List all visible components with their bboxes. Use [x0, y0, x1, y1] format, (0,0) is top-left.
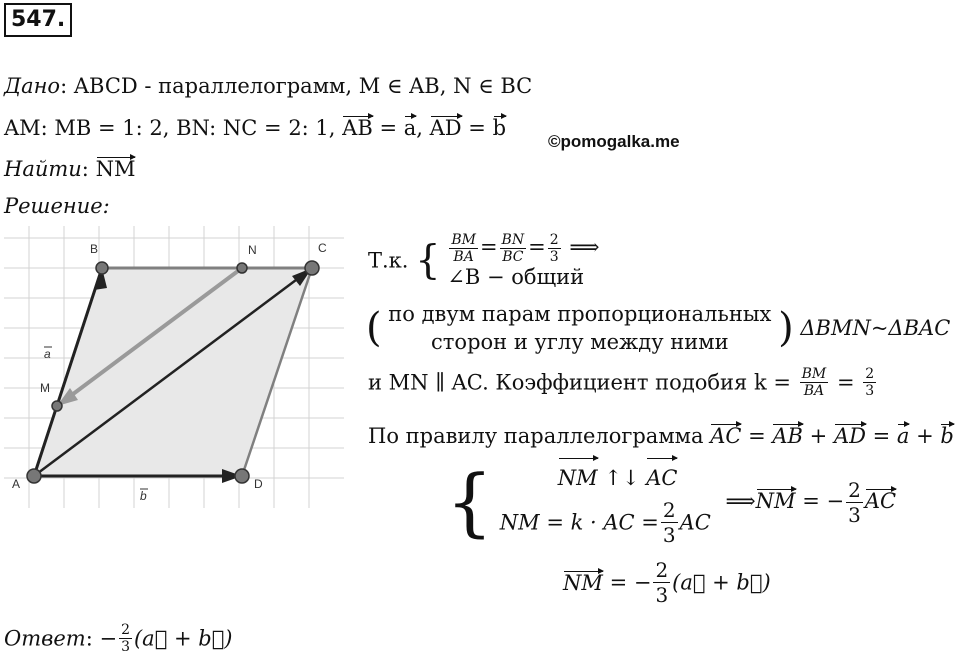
problem-number: 547.: [4, 3, 72, 37]
result-brace: {: [446, 459, 494, 546]
vector-b: b: [492, 116, 507, 140]
label-m: M: [40, 381, 50, 395]
vector-ac: AC: [710, 424, 742, 448]
final-result: NM = − $\frac{2}{3}$ (a⃗ + b⃗): [563, 558, 771, 607]
given-text: : ABCD - параллелограмм, M ∈ AB, N ∈ BC: [60, 74, 533, 98]
fraction-k: $\frac{BM}{BA}$: [801, 366, 827, 399]
point-d: [235, 469, 249, 483]
answer-line: Ответ: − $\frac{2}{3}$ (a⃗ + b⃗): [4, 622, 233, 655]
vector-nm: NM: [95, 157, 136, 181]
label-c: C: [318, 241, 327, 255]
comma: ,: [416, 116, 430, 140]
vector-ad: AD: [429, 116, 462, 140]
final-sum: (a⃗ + b⃗): [672, 570, 771, 595]
final-fraction: $\frac{2}{3}$: [655, 558, 669, 607]
watermark: ©pomogalka.me: [548, 132, 680, 151]
label-vector-a: a: [44, 347, 51, 361]
label-d: D: [254, 477, 263, 491]
system-brace: {: [415, 237, 441, 284]
given-line-1: [4, 74, 532, 98]
length-row: NM = k · AC = $\frac{2}{3}$ AC: [499, 498, 711, 547]
find-line: [4, 157, 135, 181]
point-n: [237, 263, 247, 273]
given-label: Дано: [4, 74, 61, 98]
fraction-bn-bc: $\frac{BN}{BC}$: [501, 232, 525, 265]
angle-row: ∠B − общий: [447, 265, 585, 289]
answer-sum: (a⃗ + b⃗): [133, 626, 233, 651]
label-a: A: [12, 477, 21, 491]
parallel-line: [368, 366, 878, 399]
parallelogram-figure: [4, 226, 344, 508]
vector-a: a: [403, 116, 417, 140]
k-eq: =: [836, 370, 855, 395]
result-implication: ⟹NM = − $\frac{2}{3}$ AC: [725, 478, 897, 527]
find-colon: :: [81, 157, 96, 181]
vector-ad-rule: AD: [833, 424, 866, 448]
implies-arrow: ⟹: [569, 235, 600, 259]
condition-system: [368, 232, 599, 289]
tk-label: Т.к.: [368, 248, 409, 273]
point-m: [52, 401, 62, 411]
parallel-text: и MN ∥ AC. Коэффициент подобия k =: [368, 370, 791, 395]
label-b: B: [90, 242, 99, 256]
vector-ab-rule: AB: [772, 424, 803, 448]
ratio-row: $\frac{BM}{BA}$ = $\frac{BN}{BC}$ = $\frac{2}{3}$ ⟹: [451, 232, 600, 265]
find-label: Найти: [4, 157, 82, 181]
similarity-reason: ( по двум парам пропорциональных сторон и углу между ними ) ΔBMN~ΔBAC: [366, 302, 951, 354]
reason-line-1: по двум парам пропорциональных: [388, 302, 772, 326]
solution-label: Решение:: [4, 194, 110, 218]
eq-sign: =: [461, 116, 493, 140]
vector-a-rule: a: [896, 424, 910, 448]
label-n: N: [248, 243, 257, 257]
system-rows: [447, 232, 599, 289]
label-vector-b: b: [140, 489, 147, 503]
reason-line-2: сторон и углу между ними: [431, 330, 729, 354]
fraction-bm-ba: $\frac{BM}{BA}$: [451, 232, 476, 265]
point-a: [27, 469, 41, 483]
point-c: [305, 261, 319, 275]
vector-b-rule: b: [940, 424, 954, 448]
vector-ab: AB: [342, 116, 373, 140]
similar-triangles: ΔBMN~ΔBAC: [800, 316, 951, 340]
fraction-k-value: $\frac{2}{3}$: [865, 366, 875, 399]
answer-fraction: $\frac{2}{3}$: [121, 622, 130, 655]
point-b: [96, 262, 108, 274]
ratio-text: AM: MB = 1: 2, BN: NC = 2: 1,: [4, 116, 343, 140]
given-line-2: [4, 116, 506, 140]
result-system: [446, 458, 896, 547]
antiparallel-row: NM ↑↓ AC: [500, 458, 711, 498]
eq-sign: =: [372, 116, 404, 140]
rule-line: По правилу параллелограмма AC = AB + AD = a + b: [368, 424, 954, 448]
answer-label: Ответ: [4, 626, 86, 651]
rule-text: По правилу параллелограмма: [368, 424, 704, 448]
fraction-2-3: $\frac{2}{3}$: [549, 232, 559, 265]
final-vector-nm: NM: [563, 570, 603, 595]
